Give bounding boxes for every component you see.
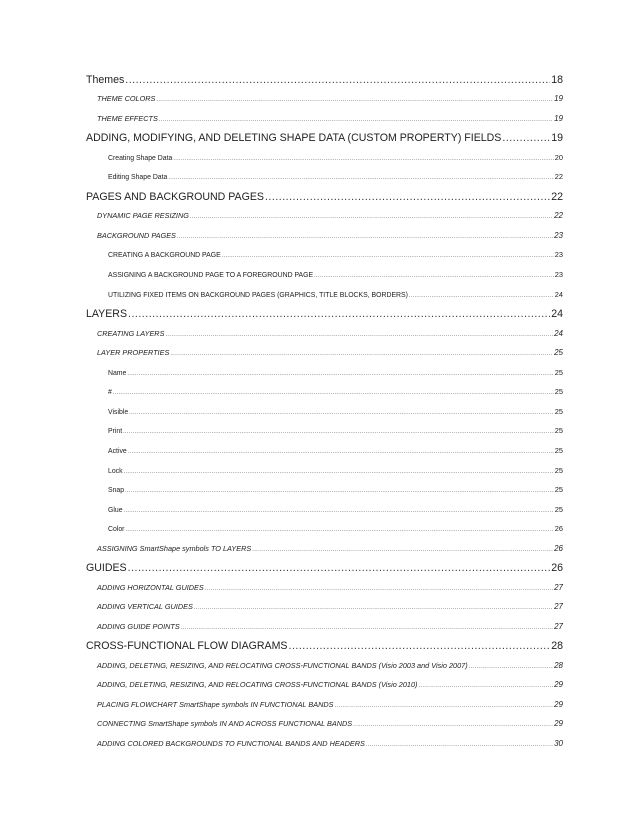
toc-entry-level-1[interactable] bbox=[86, 559, 563, 578]
toc-page-number: 23 bbox=[554, 269, 563, 279]
toc-entry-title: Color bbox=[108, 526, 125, 534]
toc-page-number: 25 bbox=[554, 465, 563, 475]
toc-page-number: 27 bbox=[554, 602, 563, 612]
toc-entry-level-2[interactable] bbox=[86, 109, 563, 129]
toc-entry-level-1[interactable] bbox=[86, 188, 563, 207]
toc-page-number: 22 bbox=[554, 172, 563, 182]
toc-entry-title: CREATING A BACKGROUND PAGE bbox=[108, 252, 221, 260]
toc-entry-level-1[interactable] bbox=[86, 71, 563, 90]
toc-dot-leader bbox=[366, 736, 553, 756]
toc-entry-title: CREATING LAYERS bbox=[97, 328, 165, 338]
toc-dot-leader bbox=[252, 541, 553, 561]
toc-page-number: 24 bbox=[554, 289, 563, 299]
toc-entry-title: THEME EFFECTS bbox=[97, 113, 158, 123]
toc-entry-level-2[interactable] bbox=[86, 226, 563, 246]
toc-entry-level-2[interactable] bbox=[86, 343, 563, 363]
toc-dot-leader bbox=[409, 287, 554, 307]
toc-entry-title: PLACING FLOWCHART SmartShape symbols IN FUNCTIONAL BANDS bbox=[97, 699, 334, 709]
toc-entry-title: ADDING COLORED BACKGROUNDS TO FUNCTIONAL BANDS AND HEADERS bbox=[97, 738, 365, 748]
toc-dot-leader bbox=[159, 111, 553, 131]
toc-page-number: 23 bbox=[554, 230, 563, 240]
toc-entry-title: Print bbox=[108, 428, 123, 436]
toc-dot-leader bbox=[265, 188, 550, 207]
toc-entry-level-2[interactable] bbox=[86, 675, 563, 695]
toc-page-number: 24 bbox=[554, 328, 563, 338]
toc-page-number: 27 bbox=[554, 621, 563, 631]
toc-entry-title: LAYER PROPERTIES bbox=[97, 348, 170, 358]
toc-dot-leader bbox=[125, 71, 550, 90]
toc-entry-title: Lock bbox=[108, 467, 123, 475]
toc-page-number: 29 bbox=[554, 680, 563, 690]
toc-entry-level-2[interactable] bbox=[86, 578, 563, 598]
toc-entry-level-2[interactable] bbox=[86, 734, 563, 754]
toc-page-number: 19 bbox=[554, 113, 563, 123]
toc-entry-title: Glue bbox=[108, 506, 123, 514]
toc-page-number: 25 bbox=[554, 406, 563, 416]
toc-entry-level-1[interactable] bbox=[86, 129, 563, 148]
toc-entry-level-2[interactable] bbox=[86, 597, 563, 617]
toc-entry-level-3[interactable] bbox=[86, 402, 563, 422]
toc-page-number: 25 bbox=[554, 426, 563, 436]
toc-page-number: 26 bbox=[554, 524, 563, 534]
toc-entry-level-2[interactable] bbox=[86, 714, 563, 734]
toc-entry-title: Creating Shape Data bbox=[108, 154, 173, 162]
toc-page-number: 27 bbox=[554, 582, 563, 592]
toc-entry-title: Visible bbox=[108, 408, 129, 416]
toc-entry-level-2[interactable] bbox=[86, 206, 563, 226]
toc-page-number: 25 bbox=[554, 445, 563, 455]
toc-page-number: 29 bbox=[554, 719, 563, 729]
toc-dot-leader bbox=[128, 559, 551, 578]
toc-entry-title: ADDING, DELETING, RESIZING, AND RELOCATING CROSS-FUNCTIONAL BANDS (Visio 2003 and Visio 2007) bbox=[97, 660, 468, 670]
toc-entry-level-2[interactable] bbox=[86, 539, 563, 559]
toc-entry-title: GUIDES bbox=[86, 561, 127, 574]
toc-entry-level-2[interactable] bbox=[86, 617, 563, 637]
toc-page-number: 29 bbox=[554, 699, 563, 709]
toc-page-number: 22 bbox=[551, 190, 563, 203]
toc-entry-level-2[interactable] bbox=[86, 89, 563, 109]
toc-entry-title: Editing Shape Data bbox=[108, 174, 168, 182]
toc-page-number: 18 bbox=[551, 73, 563, 86]
toc-entry-level-3[interactable] bbox=[86, 245, 563, 265]
toc-page-number: 25 bbox=[554, 504, 563, 514]
toc-page-number: 24 bbox=[551, 307, 563, 320]
toc-entry-title: ADDING, DELETING, RESIZING, AND RELOCATING CROSS-FUNCTIONAL BANDS (Visio 2010) bbox=[97, 680, 418, 690]
toc-dot-leader bbox=[502, 129, 550, 148]
toc-entry-level-3[interactable] bbox=[86, 148, 563, 168]
toc-page-number: 25 bbox=[554, 367, 563, 377]
toc-entry-level-3[interactable] bbox=[86, 265, 563, 285]
toc-entry-level-3[interactable] bbox=[86, 167, 563, 187]
toc-entry-title: ADDING VERTICAL GUIDES bbox=[97, 602, 193, 612]
toc-entry-level-3[interactable] bbox=[86, 382, 563, 402]
toc-entry-title: # bbox=[108, 389, 112, 397]
toc-entry-level-2[interactable] bbox=[86, 695, 563, 715]
toc-page-number: 19 bbox=[554, 94, 563, 104]
toc-entry-level-3[interactable] bbox=[86, 441, 563, 461]
toc-entry-title: ADDING HORIZONTAL GUIDES bbox=[97, 582, 204, 592]
toc-dot-leader bbox=[181, 619, 553, 639]
toc-entry-level-1[interactable] bbox=[86, 305, 563, 324]
toc-entry-title: Themes bbox=[86, 73, 125, 86]
toc-entry-title: CONNECTING SmartShape symbols IN AND ACROSS FUNCTIONAL BANDS bbox=[97, 719, 353, 729]
toc-entry-level-1[interactable] bbox=[86, 637, 563, 656]
toc-entry-level-3[interactable] bbox=[86, 500, 563, 520]
toc-page-number: 28 bbox=[554, 660, 563, 670]
toc-page-number: 28 bbox=[551, 639, 563, 652]
toc-entry-title: ADDING, MODIFYING, AND DELETING SHAPE DATA (CUSTOM PROPERTY) FIELDS bbox=[86, 131, 502, 144]
toc-entry-level-3[interactable] bbox=[86, 421, 563, 441]
toc-page-number: 23 bbox=[554, 250, 563, 260]
toc-page-number: 30 bbox=[554, 738, 563, 748]
table-of-contents bbox=[86, 70, 563, 753]
toc-entry-level-3[interactable] bbox=[86, 363, 563, 383]
toc-entry-title: BACKGROUND PAGES bbox=[97, 230, 176, 240]
toc-dot-leader bbox=[168, 169, 553, 189]
toc-entry-title: DYNAMIC PAGE RESIZING bbox=[97, 211, 189, 221]
toc-entry-title: ASSIGNING A BACKGROUND PAGE TO A FOREGROUND PAGE bbox=[108, 271, 314, 279]
toc-page-number: 19 bbox=[551, 131, 563, 144]
toc-entry-title: Name bbox=[108, 369, 127, 377]
toc-page-number: 22 bbox=[554, 211, 563, 221]
toc-entry-title: Snap bbox=[108, 487, 125, 495]
toc-entry-title: CROSS-FUNCTIONAL FLOW DIAGRAMS bbox=[86, 639, 288, 652]
toc-entry-title: THEME COLORS bbox=[97, 94, 156, 104]
toc-page-number: 26 bbox=[551, 561, 563, 574]
toc-entry-level-3[interactable] bbox=[86, 519, 563, 539]
toc-page-number: 25 bbox=[554, 348, 563, 358]
toc-page-number: 25 bbox=[554, 387, 563, 397]
toc-dot-leader bbox=[128, 305, 550, 324]
toc-page-number: 26 bbox=[554, 543, 563, 553]
toc-entry-level-2[interactable] bbox=[86, 656, 563, 676]
toc-entry-title: UTILIZING FIXED ITEMS ON BACKGROUND PAGES (GRAPHICS, TITLE BLOCKS, BORDERS) bbox=[108, 291, 408, 299]
toc-entry-title: PAGES AND BACKGROUND PAGES bbox=[86, 190, 264, 203]
toc-entry-level-3[interactable] bbox=[86, 461, 563, 481]
toc-dot-leader bbox=[289, 637, 551, 656]
toc-entry-title: Active bbox=[108, 447, 127, 455]
toc-entry-level-3[interactable] bbox=[86, 285, 563, 305]
toc-entry-title: ADDING GUIDE POINTS bbox=[97, 621, 180, 631]
toc-entry-title: ASSIGNING SmartShape symbols TO LAYERS bbox=[97, 543, 252, 553]
toc-entry-level-3[interactable] bbox=[86, 480, 563, 500]
toc-entry-title: LAYERS bbox=[86, 307, 128, 320]
toc-entry-level-2[interactable] bbox=[86, 324, 563, 344]
toc-page-number: 25 bbox=[554, 485, 563, 495]
toc-page-number: 20 bbox=[554, 152, 563, 162]
